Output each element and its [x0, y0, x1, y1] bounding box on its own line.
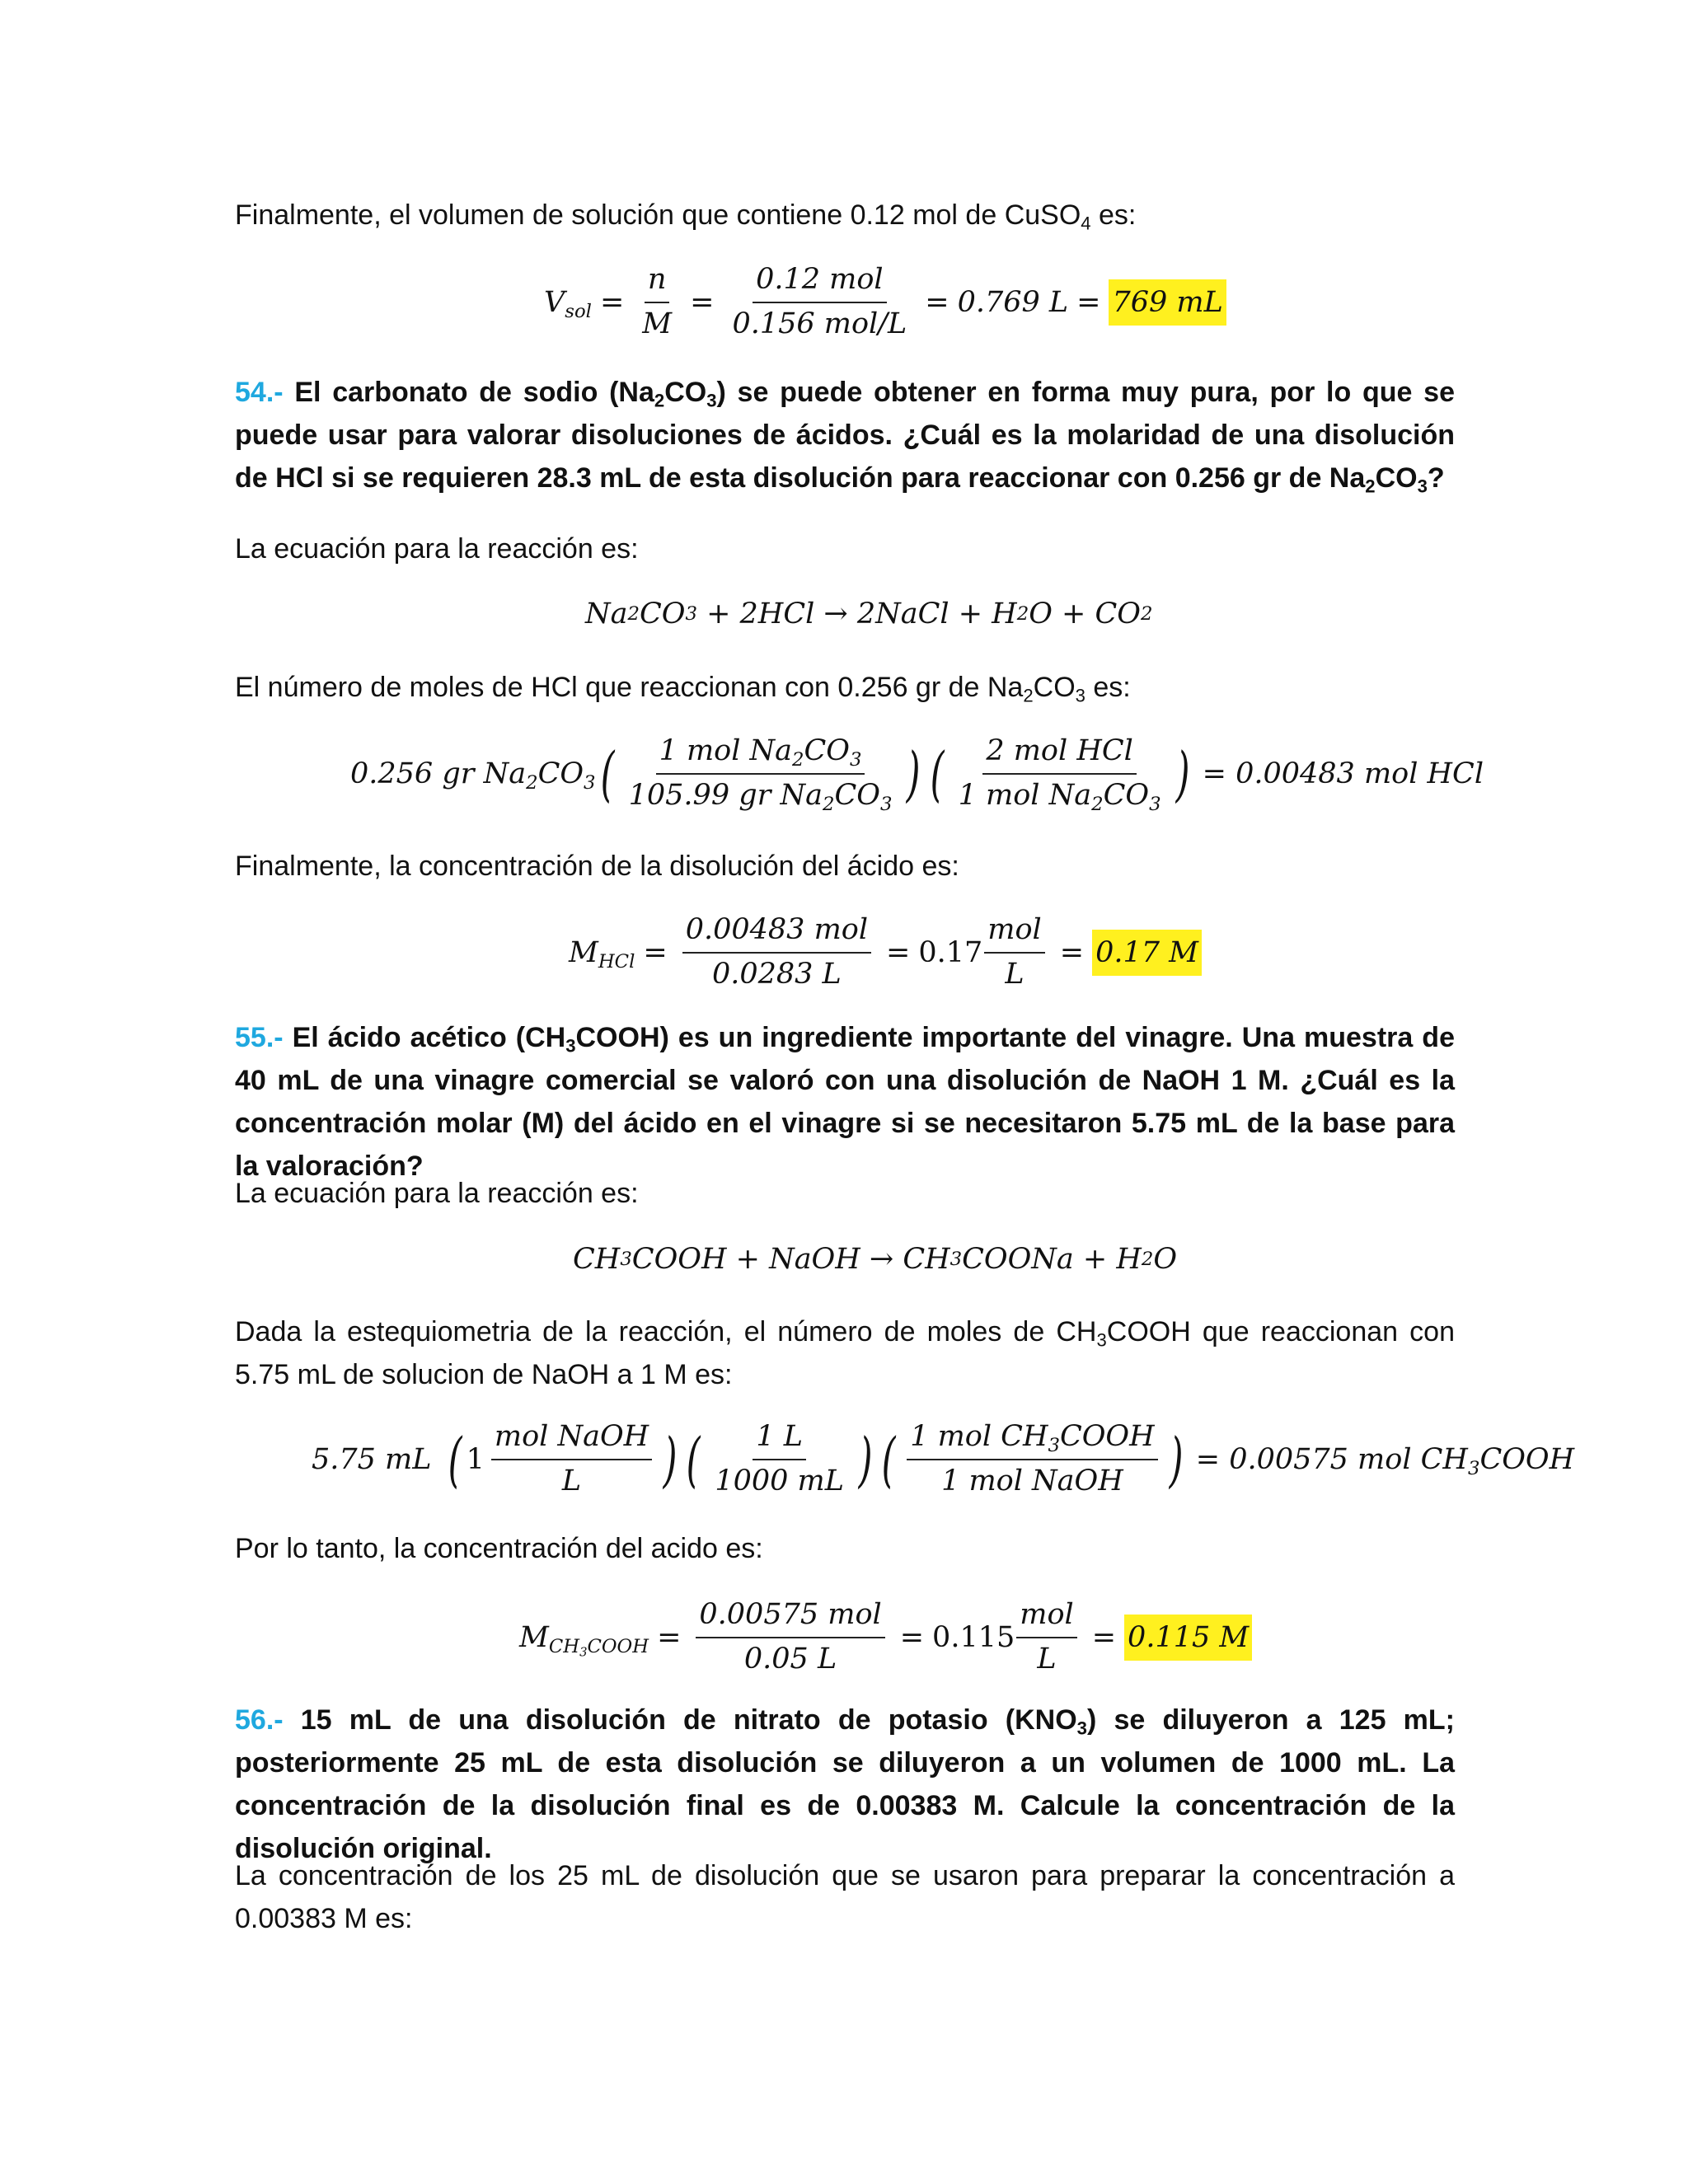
- molarity-hcl-equation: $M_{HCl}$ = $\frac{\text{0.00483 mol}}{0.0283 L}$ = 0.17 $\frac{\text{mol}}{L}$ = 0.17 M: [569, 912, 1202, 993]
- final-conc-line: Finalmente, la concentración de la disolución del ácido es:: [235, 851, 959, 882]
- reaction-1: Na 2 CO 3 + 2HCl → 2NaCl + H 2 O + CO 2: [585, 598, 1153, 630]
- reaction-2: CH 3 COOH + NaOH → CH 3 COONa + H 2 O: [573, 1243, 1178, 1276]
- reaction-intro-1: La ecuación para la reacción es:: [235, 533, 639, 565]
- moles-acid-equation: 5.75 mL ( 1 $\frac{\text{mol NaOH}}{L}$ ) ( $\frac{1 L}{1000 mL}$ ) ( $\frac{1 mol CH_3COOH}{\text{1 mol NaOH}}$ ) = 0.00575 mol $CH_3COOH$: [312, 1420, 1575, 1497]
- answer-highlight: 0.17 M: [1092, 930, 1202, 976]
- answer-highlight: 0.115 M: [1124, 1615, 1252, 1661]
- question-56: 56.- 15 mL de una disolución de nitrato de potasio $(KNO_3)$ se diluyeron a 125 mL; posteriormente 25 mL de esta disolución se diluyeron a un volumen de 1000 mL. La concentración de la disolución final es de 0.00383 M. Calcule la concentración de la disolución original.: [235, 1704, 1455, 1864]
- acid-conc-line: Por lo tanto, la concentración del acido es:: [235, 1533, 763, 1564]
- moles-hcl-equation: 0.256 gr $Na_2CO_3$ ( $\frac{1 mol Na_2CO_3}{105.99 gr Na_2CO_3}$ ) ( $\frac{\text{2 mol HCl}}{1 mol Na_2CO_3}$ ) = 0.00483 mol HCl: [350, 734, 1484, 815]
- stoichiometry-line: Dada la estequiometria de la reacción, el número de moles de $CH_3COOH$ que reaccionan con 5.75 mL de solucion de NaOH a 1 M es:: [235, 1316, 1455, 1390]
- volume-equation: $V_{sol}$ = $\frac{n}{M}$ = $\frac{\text{0.12 mol}}{\text{0.156 mol/L}}$ = 0.769 L = 769 mL: [544, 262, 1226, 343]
- last-paragraph: La concentración de los 25 mL de disolución que se usaron para preparar la concentración a 0.00383 M es:: [235, 1860, 1455, 1934]
- molarity-acid-equation: $M_{CH_3COOH}$ = $\frac{\text{0.00575 mol}}{0.05 L}$ = 0.115 $\frac{\text{mol}}{L}$ = 0.115 M: [519, 1597, 1252, 1678]
- reaction-intro-2: La ecuación para la reacción es:: [235, 1178, 639, 1209]
- intro-line: Finalmente, el volumen de solución que contiene 0.12 mol de CuSO$_4$ es:: [235, 199, 1137, 234]
- question-54: 54.- El carbonato de sodio $(Na_2CO_3)$ se puede obtener en forma muy pura, por lo que se puede usar para valorar disoluciones de ácidos. ¿Cuál es la molaridad de una disolución de HCl si se requieren 28.3 mL de esta disolución para reaccionar con 0.256 gr de $Na_2CO_3$?: [235, 377, 1455, 497]
- moles-hcl-line: El número de moles de HCl que reaccionan con 0.256 gr de $Na_2CO_3$ es:: [235, 672, 1131, 706]
- question-55: 55.- El ácido acético $(CH_3COOH)$ es un ingrediente importante del vinagre. Una muestra de 40 mL de una vinagre comercial se valoró con una disolución de NaOH 1 M. ¿Cuál es la concentración molar (M) del ácido en el vinagre si se necesitaron 5.75 mL de la base para la valoración?: [235, 1022, 1455, 1182]
- answer-highlight: 769 mL: [1109, 279, 1226, 326]
